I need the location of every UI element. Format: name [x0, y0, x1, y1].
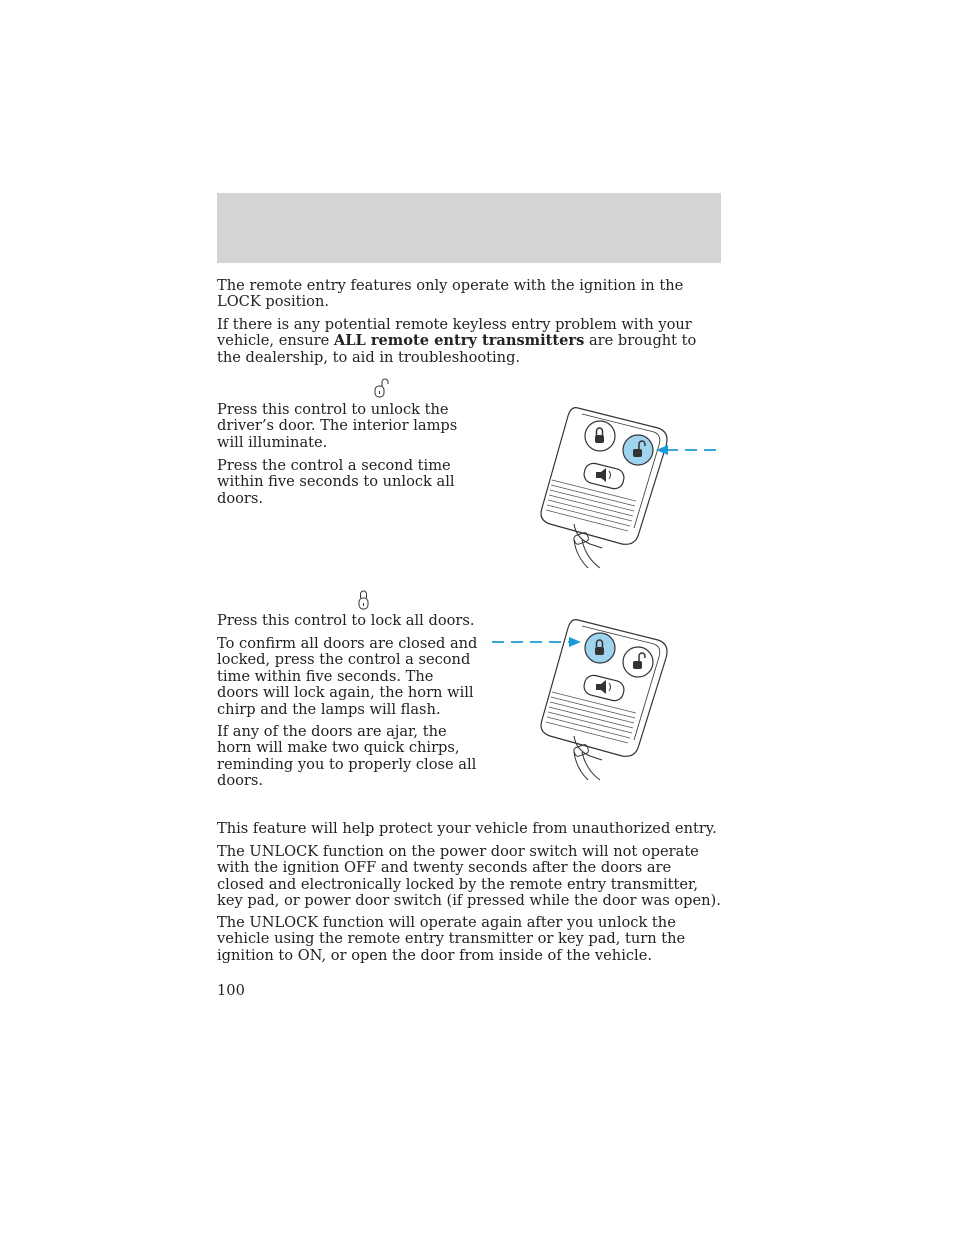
page-number: 100 — [217, 982, 245, 999]
intro-paragraph-1: The remote entry features only operate with the ignition in the LOCK position. — [217, 277, 684, 311]
lock-paragraph-1: Press this control to lock all doors. — [217, 612, 475, 629]
unlock-paragraph-1: Press this control to unlock the driver’s door. The interior lamps will illuminate. — [217, 401, 458, 451]
remote-fob-lock-illustration — [490, 612, 680, 784]
section-header-band — [217, 193, 721, 263]
lock-paragraph-3: If any of the doors are ajar, the horn will make two quick chirps, reminding you to properly close all doors. — [217, 723, 477, 790]
lock-button-highlighted — [585, 633, 615, 663]
unlock-padlock-icon — [372, 377, 390, 399]
antitheft-paragraph-3: The UNLOCK function will operate again after you unlock the vehicle using the remote entry transmitter or key pad, turn the ignition to ON, or open the door from inside of the vehicle. — [217, 914, 686, 964]
unlock-paragraph-2: Press the control a second time within five seconds to unlock all doors. — [217, 457, 455, 507]
lock-padlock-icon — [357, 589, 371, 611]
unlock-button — [623, 647, 653, 677]
transmitters-emphasis: ALL remote entry transmitters — [333, 332, 585, 350]
unlock-button-highlighted — [623, 435, 653, 465]
intro-paragraph-2: If there is any potential remote keyless entry problem with your vehicle, ensure ALL remote entry transmitters are brought to the dealership, to aid in troubleshooting. — [217, 316, 697, 366]
antitheft-paragraph-1: This feature will help protect your vehicle from unauthorized entry. — [217, 820, 717, 837]
lock-button — [585, 421, 615, 451]
unlock-pointer-arrow — [656, 445, 722, 455]
lock-paragraph-2: To confirm all doors are closed and locked, press the control a second time within five seconds. The doors will lock again, the horn will chirp and the lamps will flash. — [217, 635, 478, 718]
antitheft-paragraph-2: The UNLOCK function on the power door switch will not operate with the ignition OFF and twenty seconds after the doors are closed and electronically locked by the remote entry transmitter, key pad, or power door switch (if pressed while the door was open). — [217, 843, 721, 910]
remote-fob-unlock-illustration — [530, 400, 725, 572]
